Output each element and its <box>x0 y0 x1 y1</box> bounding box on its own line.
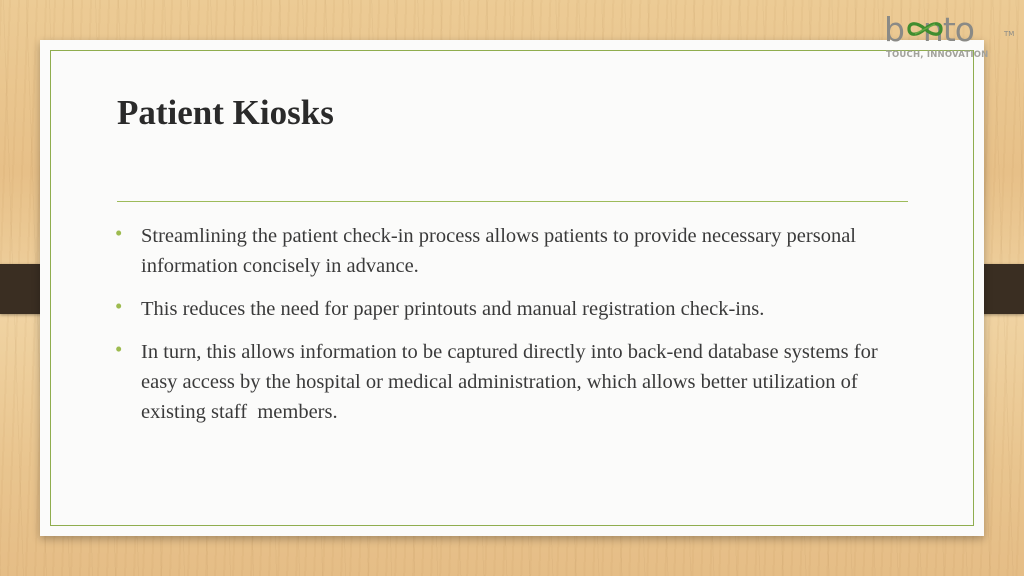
title-divider <box>117 201 908 202</box>
bullet-icon: • <box>115 221 123 245</box>
slide-title: Patient Kiosks <box>117 93 334 132</box>
bullet-text: This reduces the need for paper printouts and manual registration check-ins. <box>141 298 765 320</box>
logo-trademark: TM <box>1004 30 1015 38</box>
list-item <box>115 221 915 281</box>
brand-logo <box>884 10 1014 62</box>
logo-tagline: TOUCH, INNOVATION <box>886 50 989 60</box>
bullet-text: Streamlining the patient check-in process allows patients to provide necessary personal information concisely in advance. <box>141 225 857 277</box>
list-item <box>115 337 915 427</box>
logo-infinity-icon <box>905 18 945 40</box>
bullet-text: In turn, this allows information to be captured directly into back-end database systems for easy access by the hospital or medical administration, which allows better utilization of existing staff members. <box>141 341 883 423</box>
bullet-icon: • <box>115 294 123 318</box>
logo-wordmark: b nto <box>884 10 974 49</box>
slide-card <box>40 40 984 536</box>
list-item <box>115 294 915 324</box>
bullet-list <box>115 221 915 440</box>
bullet-icon: • <box>115 337 123 361</box>
